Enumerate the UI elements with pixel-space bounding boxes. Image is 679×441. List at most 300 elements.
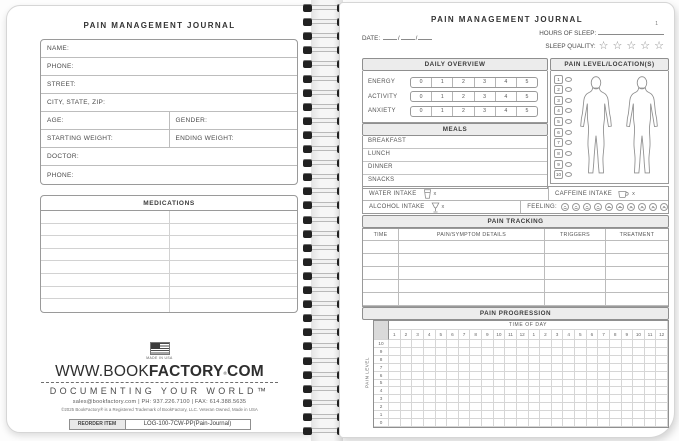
caffeine-intake-label: CAFFEINE INTAKE bbox=[555, 190, 613, 197]
level-header: 6 bbox=[374, 372, 389, 380]
progression-cell bbox=[622, 380, 634, 388]
progression-cell bbox=[552, 387, 564, 395]
info-label: GENDER: bbox=[169, 112, 298, 129]
progression-cell bbox=[540, 340, 552, 348]
date-separator: / bbox=[415, 35, 418, 42]
medication-row bbox=[41, 274, 297, 287]
progression-cell bbox=[598, 372, 610, 380]
progression-cell bbox=[494, 356, 506, 364]
progression-cell bbox=[552, 395, 564, 403]
wire-hole-icon bbox=[303, 314, 312, 322]
progression-cell bbox=[517, 387, 529, 395]
progression-cell bbox=[552, 356, 564, 364]
meal-row: SNACKS bbox=[368, 176, 395, 183]
progression-cell bbox=[633, 395, 645, 403]
progression-cell bbox=[552, 419, 564, 427]
progression-cell bbox=[505, 419, 517, 427]
progression-cell bbox=[517, 395, 529, 403]
progression-cell bbox=[587, 340, 599, 348]
date-blank bbox=[383, 34, 397, 40]
rating-cell: 5 bbox=[516, 78, 537, 87]
pain-level-item bbox=[554, 159, 572, 169]
medication-cell bbox=[41, 299, 169, 312]
progression-cell bbox=[529, 364, 541, 372]
pain-level-number: 8 bbox=[554, 149, 563, 158]
times-mark: x bbox=[441, 204, 445, 210]
progression-cell bbox=[587, 380, 599, 388]
progression-cell bbox=[505, 348, 517, 356]
progression-cell bbox=[494, 387, 506, 395]
left-page-title: PAIN MANAGEMENT JOURNAL bbox=[83, 21, 236, 30]
progression-cell bbox=[622, 340, 634, 348]
wire-hole-icon bbox=[303, 18, 312, 26]
progression-cell bbox=[505, 356, 517, 364]
progression-cell bbox=[470, 395, 482, 403]
pain-level-item bbox=[554, 74, 572, 84]
progression-cell bbox=[575, 395, 587, 403]
progression-cell bbox=[633, 364, 645, 372]
pain-level-number: 10 bbox=[555, 172, 562, 178]
progression-cell bbox=[482, 403, 494, 411]
progression-corner bbox=[374, 321, 389, 340]
date-field bbox=[362, 34, 433, 42]
progression-cell bbox=[470, 356, 482, 364]
hour-header: 3 bbox=[412, 330, 424, 340]
progression-cell bbox=[470, 403, 482, 411]
progression-cell bbox=[656, 380, 668, 388]
grin-face-icon bbox=[583, 203, 591, 211]
wire-hole-icon bbox=[303, 32, 312, 40]
rating-cell: 1 bbox=[431, 107, 452, 116]
medication-row bbox=[41, 236, 297, 249]
feeling-field bbox=[521, 201, 668, 213]
url-suffix: COM bbox=[227, 363, 264, 380]
progression-cell bbox=[645, 419, 657, 427]
progression-cell bbox=[424, 411, 436, 419]
rating-scale bbox=[410, 77, 538, 88]
progression-cell bbox=[494, 372, 506, 380]
wire-hole-icon bbox=[303, 413, 312, 421]
pain-level-number: 7 bbox=[554, 138, 563, 147]
progression-cell bbox=[389, 411, 401, 419]
wire-hole-icon bbox=[303, 272, 312, 280]
rating-cell: 4 bbox=[495, 107, 516, 116]
progression-cell bbox=[436, 387, 448, 395]
progression-cell bbox=[401, 411, 413, 419]
progression-cell bbox=[436, 403, 448, 411]
progression-cell bbox=[529, 403, 541, 411]
progression-cell bbox=[482, 411, 494, 419]
body-back-outline-icon bbox=[621, 75, 663, 179]
hours-of-sleep-blank bbox=[598, 29, 664, 35]
personal-info-table bbox=[40, 39, 298, 185]
tracking-cell bbox=[606, 241, 668, 254]
progression-cell bbox=[517, 419, 529, 427]
progression-cell bbox=[563, 387, 575, 395]
info-label: ENDING WEIGHT: bbox=[169, 130, 298, 147]
progression-cell bbox=[389, 364, 401, 372]
info-row bbox=[41, 94, 297, 112]
progression-cell bbox=[598, 387, 610, 395]
wire-hole-icon bbox=[303, 300, 312, 308]
progression-cell bbox=[540, 387, 552, 395]
progression-cell bbox=[482, 372, 494, 380]
progression-cell bbox=[610, 403, 622, 411]
progression-cell bbox=[494, 419, 506, 427]
overview-metric-row bbox=[368, 75, 542, 90]
progression-cell bbox=[587, 395, 599, 403]
progression-cell bbox=[517, 356, 529, 364]
pain-level-number: 6 bbox=[554, 128, 563, 137]
progression-cell bbox=[656, 387, 668, 395]
pain-level-oval-icon bbox=[565, 119, 572, 124]
wire-hole-icon bbox=[303, 427, 312, 435]
progression-cell bbox=[389, 372, 401, 380]
progression-cell bbox=[447, 356, 459, 364]
progression-cell bbox=[598, 380, 610, 388]
progression-cell bbox=[552, 403, 564, 411]
tracking-cell bbox=[545, 254, 606, 267]
star-icon: ☆ bbox=[598, 40, 609, 52]
tracking-cell bbox=[606, 293, 668, 306]
progression-cell bbox=[540, 356, 552, 364]
medication-cell bbox=[169, 299, 298, 312]
hour-header: 11 bbox=[505, 330, 517, 340]
wire-hole-icon bbox=[303, 75, 312, 83]
wire-hole-icon bbox=[303, 244, 312, 252]
pain-level-section bbox=[550, 58, 669, 184]
progression-cell bbox=[447, 419, 459, 427]
progression-cell bbox=[622, 403, 634, 411]
pain-level-oval-icon bbox=[565, 140, 572, 145]
tracking-cell bbox=[606, 280, 668, 293]
progression-cell bbox=[610, 348, 622, 356]
progression-cell bbox=[622, 395, 634, 403]
tracking-cell bbox=[545, 267, 606, 280]
progression-cell bbox=[459, 348, 471, 356]
info-label: DOCTOR: bbox=[47, 153, 79, 160]
hour-header: 5 bbox=[436, 330, 448, 340]
progression-cell bbox=[575, 380, 587, 388]
progression-cell bbox=[505, 387, 517, 395]
progression-cell bbox=[529, 395, 541, 403]
progression-cell bbox=[401, 356, 413, 364]
sleep-quality-field bbox=[545, 41, 664, 51]
progression-cell bbox=[529, 411, 541, 419]
progression-cell bbox=[575, 419, 587, 427]
tracking-cell bbox=[363, 293, 399, 306]
progression-cell bbox=[401, 340, 413, 348]
slight-smile-face-icon bbox=[605, 203, 613, 211]
pain-level-number: 5 bbox=[554, 117, 563, 126]
progression-cell bbox=[436, 411, 448, 419]
progression-cell bbox=[540, 348, 552, 356]
wire-hole-icon bbox=[303, 342, 312, 350]
progression-cell bbox=[482, 340, 494, 348]
progression-cell bbox=[412, 372, 424, 380]
pain-level-item bbox=[554, 149, 572, 159]
progression-cell bbox=[645, 364, 657, 372]
pain-progression-grid bbox=[373, 320, 669, 428]
progression-cell bbox=[482, 419, 494, 427]
progression-cell bbox=[470, 411, 482, 419]
progression-cell bbox=[610, 395, 622, 403]
progression-cell bbox=[470, 419, 482, 427]
pain-tracking-table bbox=[362, 228, 669, 307]
progression-cell bbox=[645, 348, 657, 356]
progression-cell bbox=[401, 380, 413, 388]
info-label: PHONE: bbox=[47, 171, 74, 179]
wire-hole-icon bbox=[303, 216, 312, 224]
alcohol-intake-label: ALCOHOL INTAKE bbox=[369, 204, 425, 210]
progression-cell bbox=[459, 411, 471, 419]
progression-cell bbox=[412, 348, 424, 356]
hour-header: 12 bbox=[656, 330, 668, 340]
hours-of-sleep-field bbox=[539, 29, 664, 37]
progression-cell bbox=[645, 387, 657, 395]
rating-cell: 4 bbox=[495, 78, 516, 87]
progression-cell bbox=[633, 356, 645, 364]
hour-header: 6 bbox=[587, 330, 599, 340]
made-in-usa-text: MADE IN USA bbox=[146, 356, 173, 360]
wire-hole-icon bbox=[303, 4, 312, 12]
progression-cell bbox=[447, 372, 459, 380]
tracking-column-header: TIME bbox=[363, 229, 399, 241]
pain-level-item bbox=[554, 138, 572, 148]
star-icon: ☆ bbox=[612, 40, 623, 52]
tracking-cell bbox=[363, 254, 399, 267]
progression-cell bbox=[540, 364, 552, 372]
progression-cell bbox=[598, 419, 610, 427]
wire-hole-icon bbox=[303, 258, 312, 266]
medication-cell bbox=[41, 261, 169, 273]
level-header: 5 bbox=[374, 380, 389, 388]
level-header: 1 bbox=[374, 411, 389, 419]
progression-cell bbox=[412, 403, 424, 411]
info-label: CITY, STATE, ZIP: bbox=[47, 99, 106, 106]
progression-cell bbox=[622, 348, 634, 356]
daily-overview-rows bbox=[362, 71, 548, 123]
rating-cell: 3 bbox=[474, 78, 495, 87]
progression-cell bbox=[505, 380, 517, 388]
reorder-item-box bbox=[69, 419, 251, 430]
progression-cell bbox=[436, 419, 448, 427]
rating-cell: 4 bbox=[495, 92, 516, 101]
progression-cell bbox=[447, 395, 459, 403]
hour-header: 2 bbox=[401, 330, 413, 340]
progression-cell bbox=[633, 419, 645, 427]
page-number: 1 bbox=[655, 21, 658, 27]
hour-header: 8 bbox=[470, 330, 482, 340]
neutral-face-icon bbox=[616, 203, 624, 211]
medications-table bbox=[40, 195, 298, 313]
progression-cell bbox=[424, 372, 436, 380]
progression-cell bbox=[563, 411, 575, 419]
progression-cell bbox=[656, 364, 668, 372]
wire-hole-icon bbox=[303, 371, 312, 379]
level-header: 0 bbox=[374, 419, 389, 427]
progression-cell bbox=[482, 356, 494, 364]
progression-cell bbox=[436, 380, 448, 388]
progression-cell bbox=[563, 419, 575, 427]
wire-hole-icon bbox=[303, 117, 312, 125]
pain-level-item bbox=[554, 106, 572, 116]
info-row bbox=[41, 166, 297, 184]
progression-cell bbox=[517, 411, 529, 419]
info-label: AGE: bbox=[47, 117, 64, 124]
progression-cell bbox=[563, 340, 575, 348]
times-mark: x bbox=[433, 190, 437, 197]
progression-cell bbox=[389, 340, 401, 348]
medication-cell bbox=[169, 236, 298, 248]
progression-cell bbox=[505, 340, 517, 348]
alcohol-intake-field bbox=[363, 201, 521, 213]
hour-header: 8 bbox=[610, 330, 622, 340]
progression-cell bbox=[517, 403, 529, 411]
progression-cell bbox=[575, 411, 587, 419]
wire-hole-icon bbox=[303, 89, 312, 97]
progression-cell bbox=[598, 364, 610, 372]
info-row bbox=[41, 130, 297, 148]
progression-cell bbox=[436, 356, 448, 364]
progression-cell bbox=[598, 348, 610, 356]
info-row bbox=[41, 76, 297, 94]
wire-hole-icon bbox=[303, 399, 312, 407]
progression-cell bbox=[424, 364, 436, 372]
progression-cell bbox=[563, 364, 575, 372]
progression-cell bbox=[447, 380, 459, 388]
feeling-label: FEELING: bbox=[527, 204, 557, 210]
pain-level-oval-icon bbox=[565, 98, 572, 103]
hour-header: 7 bbox=[598, 330, 610, 340]
progression-cell bbox=[424, 419, 436, 427]
pain-level-title: PAIN LEVEL/LOCATION(S) bbox=[550, 58, 669, 71]
footer-divider bbox=[41, 382, 278, 383]
progression-cell bbox=[552, 372, 564, 380]
progression-cell bbox=[633, 387, 645, 395]
info-row bbox=[41, 112, 297, 130]
progression-cell bbox=[412, 419, 424, 427]
progression-cell bbox=[610, 364, 622, 372]
rating-cell: 2 bbox=[452, 107, 473, 116]
wire-hole-icon bbox=[303, 230, 312, 238]
progression-cell bbox=[622, 356, 634, 364]
overview-metric-row bbox=[368, 104, 542, 119]
progression-cell bbox=[424, 380, 436, 388]
pain-level-item bbox=[554, 127, 572, 137]
medications-title: MEDICATIONS bbox=[41, 196, 297, 211]
progression-cell bbox=[482, 364, 494, 372]
hour-header: 10 bbox=[633, 330, 645, 340]
wire-hole-icon bbox=[303, 131, 312, 139]
level-header: 4 bbox=[374, 387, 389, 395]
progression-cell bbox=[610, 387, 622, 395]
progression-cell bbox=[645, 340, 657, 348]
progression-cell bbox=[459, 380, 471, 388]
meal-row: LUNCH bbox=[363, 149, 547, 162]
sleep-quality-stars bbox=[599, 41, 664, 51]
progression-cell bbox=[459, 403, 471, 411]
progression-cell bbox=[529, 372, 541, 380]
pain-level-item bbox=[554, 170, 572, 180]
rating-cell: 3 bbox=[474, 107, 495, 116]
progression-cell bbox=[540, 411, 552, 419]
progression-cell bbox=[656, 340, 668, 348]
progression-cell bbox=[656, 403, 668, 411]
progression-cell bbox=[633, 403, 645, 411]
info-row bbox=[41, 148, 297, 166]
info-row bbox=[41, 40, 297, 58]
slight-frown-face-icon bbox=[627, 203, 635, 211]
progression-cell bbox=[656, 348, 668, 356]
pain-level-number: 3 bbox=[554, 96, 563, 105]
progression-cell bbox=[622, 411, 634, 419]
wire-hole-icon bbox=[303, 357, 312, 365]
smile-face-icon bbox=[594, 203, 602, 211]
progression-cell bbox=[587, 387, 599, 395]
progression-cell bbox=[633, 340, 645, 348]
progression-cell bbox=[540, 419, 552, 427]
wire-hole-icon bbox=[303, 145, 312, 153]
date-separator: / bbox=[397, 35, 400, 42]
progression-cell bbox=[656, 419, 668, 427]
level-header: 2 bbox=[374, 403, 389, 411]
progression-cell bbox=[587, 419, 599, 427]
progression-cell bbox=[424, 387, 436, 395]
rating-cell: 2 bbox=[452, 78, 473, 87]
happy-face-icon bbox=[572, 203, 580, 211]
times-mark: x bbox=[632, 190, 636, 197]
progression-cell bbox=[436, 372, 448, 380]
feeling-faces bbox=[561, 203, 668, 211]
progression-cell bbox=[482, 380, 494, 388]
pain-level-oval-icon bbox=[565, 108, 572, 113]
progression-cell bbox=[645, 395, 657, 403]
progression-cell bbox=[505, 364, 517, 372]
daily-overview-section bbox=[362, 58, 548, 189]
progression-cell bbox=[494, 364, 506, 372]
level-header: 9 bbox=[374, 348, 389, 356]
progression-cell bbox=[389, 403, 401, 411]
wire-hole-icon bbox=[303, 201, 312, 209]
progression-cell bbox=[529, 348, 541, 356]
progression-cell bbox=[563, 395, 575, 403]
medication-cell bbox=[41, 211, 169, 223]
progression-cell bbox=[401, 372, 413, 380]
progression-cell bbox=[494, 411, 506, 419]
left-page bbox=[6, 5, 313, 433]
hour-header: 12 bbox=[517, 330, 529, 340]
info-label: STREET: bbox=[47, 81, 76, 88]
progression-cell bbox=[575, 356, 587, 364]
progression-cell bbox=[645, 372, 657, 380]
progression-cell bbox=[552, 348, 564, 356]
medication-cell bbox=[41, 236, 169, 248]
medication-row bbox=[41, 261, 297, 274]
hour-header: 4 bbox=[563, 330, 575, 340]
pain-level-oval-icon bbox=[565, 77, 572, 82]
wire-hole-icon bbox=[303, 46, 312, 54]
medication-row bbox=[41, 249, 297, 262]
hour-header: 5 bbox=[575, 330, 587, 340]
medication-cell bbox=[169, 211, 298, 223]
crying-face-icon bbox=[660, 203, 668, 211]
registered-mark: ® bbox=[223, 371, 228, 376]
pain-level-oval-icon bbox=[565, 87, 572, 92]
tracking-cell bbox=[363, 241, 399, 254]
tracking-column-header: TRIGGERS bbox=[545, 229, 606, 241]
sad-face-icon bbox=[638, 203, 646, 211]
